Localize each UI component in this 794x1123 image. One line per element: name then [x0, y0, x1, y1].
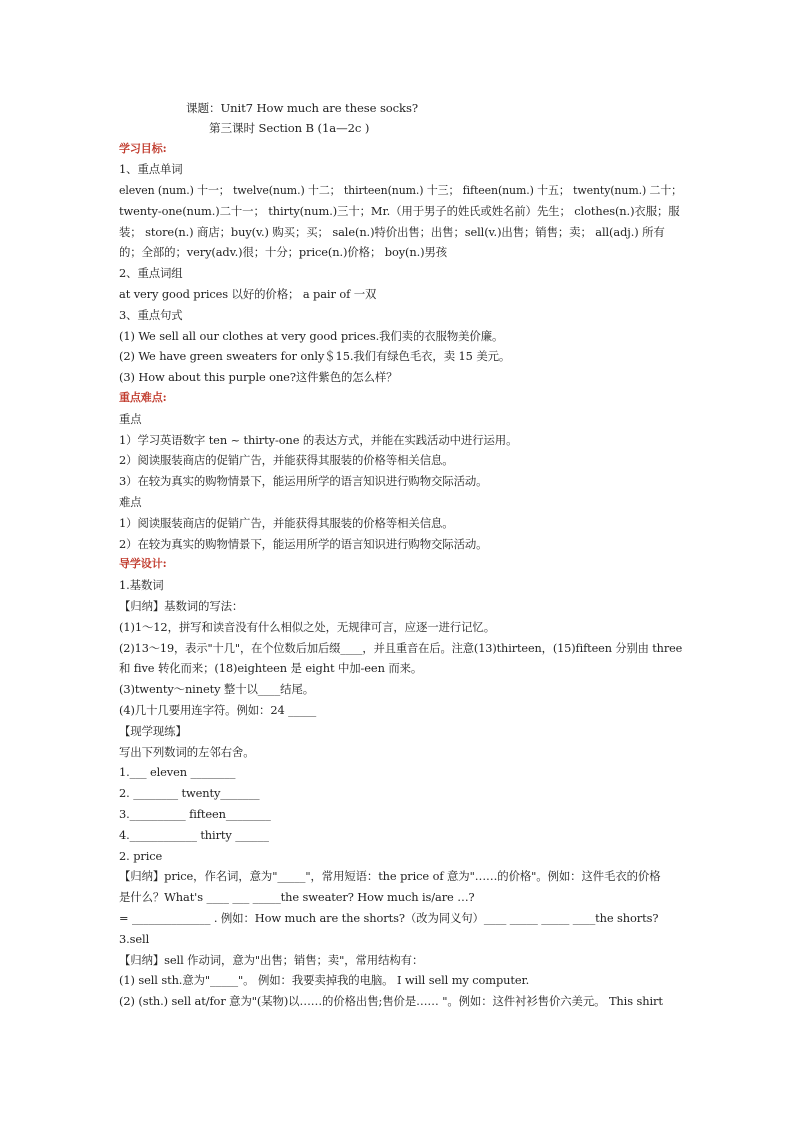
text-line: (4)几十几要用连字符。例如：24 _____ [119, 703, 317, 717]
text-line: 是什么？What's ____ ___ _____the sweater? How much is/are …? [119, 890, 475, 904]
text-line: 和 five 转化而来；(18)eighteen 是 eight 中加-een 而来。 [119, 661, 423, 675]
text-line: 1.基数词 [119, 578, 164, 592]
text-line: 1）学习英语数字 ten ~ thirty-one 的表达方式，并能在实践活动中进行运用。 [119, 433, 518, 447]
lesson-subtitle: 第三课时 Section B (1a—2c ) [209, 121, 370, 135]
text-line: (3)twenty～ninety 整十以____结尾。 [119, 682, 315, 696]
subheading-key: 重点 [119, 412, 142, 426]
text-line: 装； store(n.) 商店；buy(v.) 购买；买； sale(n.)特价出售；出售；sell(v.)出售；销售；卖； all(adj.) 所有 [119, 225, 665, 239]
exercise-line: 1.___ eleven ________ [119, 765, 236, 779]
text-line: 1）阅读服装商店的促销广告，并能获得其服装的价格等相关信息。 [119, 516, 454, 530]
text-line: at very good prices 以好的价格； a pair of 一双 [119, 287, 377, 301]
text-line: (2) (sth.) sell at/for 意为"(某物)以……的价格出售;售价是…… "。例如：这件衬衫售价六美元。 This shirt [119, 994, 663, 1008]
text-line: eleven (num.) 十一； twelve(num.) 十二； thirteen(num.) 十三； fifteen(num.) 十五； twenty(num.) 二十； [119, 183, 682, 197]
text-line: 【归纳】基数词的写法： [119, 599, 244, 613]
section-heading-key-points: 重点难点: [119, 391, 167, 404]
text-line: (3) How about this purple one?这件紫色的怎么样？ [119, 370, 398, 384]
section-heading-guided-design: 导学设计: [119, 557, 167, 570]
subheading-key-words: 1、重点单词 [119, 162, 183, 176]
lesson-title: 课题：Unit7 How much are these socks? [186, 101, 418, 115]
text-line: 3）在较为真实的购物情景下，能运用所学的语言知识进行购物交际活动。 [119, 474, 488, 488]
text-line: (1) sell sth.意为"_____"。 例如：我要卖掉我的电脑。 I will sell my computer. [119, 973, 530, 987]
exercise-line: 4.____________ thirty ______ [119, 828, 269, 842]
subheading-key-sentences: 3、重点句式 [119, 308, 183, 322]
text-line: 【现学现练】 [119, 724, 187, 738]
text-line: (1) We sell all our clothes at very good prices.我们卖的衣服物美价廉。 [119, 329, 504, 343]
text-line: 【归纳】price，作名词，意为"_____"，常用短语：the price of 意为"……的价格"。例如：这件毛衣的价格 [119, 869, 661, 883]
text-line: 写出下列数词的左邻右舍。 [119, 745, 255, 759]
exercise-line: 3.__________ fifteen________ [119, 807, 271, 821]
text-line: (1)1～12，拼写和读音没有什么相似之处，无规律可言，应逐一进行记忆。 [119, 620, 495, 634]
section-heading-objectives: 学习目标: [119, 142, 167, 155]
exercise-line: 2. ________ twenty_______ [119, 786, 260, 800]
text-line: 3.sell [119, 932, 150, 946]
text-line: = ______________ . 例如：How much are the shorts?（改为同义句）____ _____ _____ ____the shorts? [119, 911, 659, 925]
text-line: 2. price [119, 849, 163, 863]
text-line: 的；全部的；very(adv.)很；十分；price(n.)价格； boy(n.)男孩 [119, 245, 448, 259]
text-line: 2）阅读服装商店的促销广告，并能获得其服装的价格等相关信息。 [119, 453, 454, 467]
subheading-difficult: 难点 [119, 495, 142, 509]
text-line: 2）在较为真实的购物情景下，能运用所学的语言知识进行购物交际活动。 [119, 537, 488, 551]
text-line: 【归纳】sell 作动词，意为"出售；销售；卖"，常用结构有： [119, 953, 424, 967]
subheading-key-phrases: 2、重点词组 [119, 266, 183, 280]
text-line: (2)13～19，表示"十几"，在个位数后加后缀____，并且重音在后。注意(13)thirteen，(15)fifteen 分别由 three [119, 641, 683, 655]
text-line: (2) We have green sweaters for only＄15.我们有绿色毛衣，卖 15 美元。 [119, 349, 511, 363]
text-line: twenty-one(num.)二十一； thirty(num.)三十；Mr.（用于男子的姓氏或姓名前）先生； clothes(n.)衣服；服 [119, 204, 680, 218]
